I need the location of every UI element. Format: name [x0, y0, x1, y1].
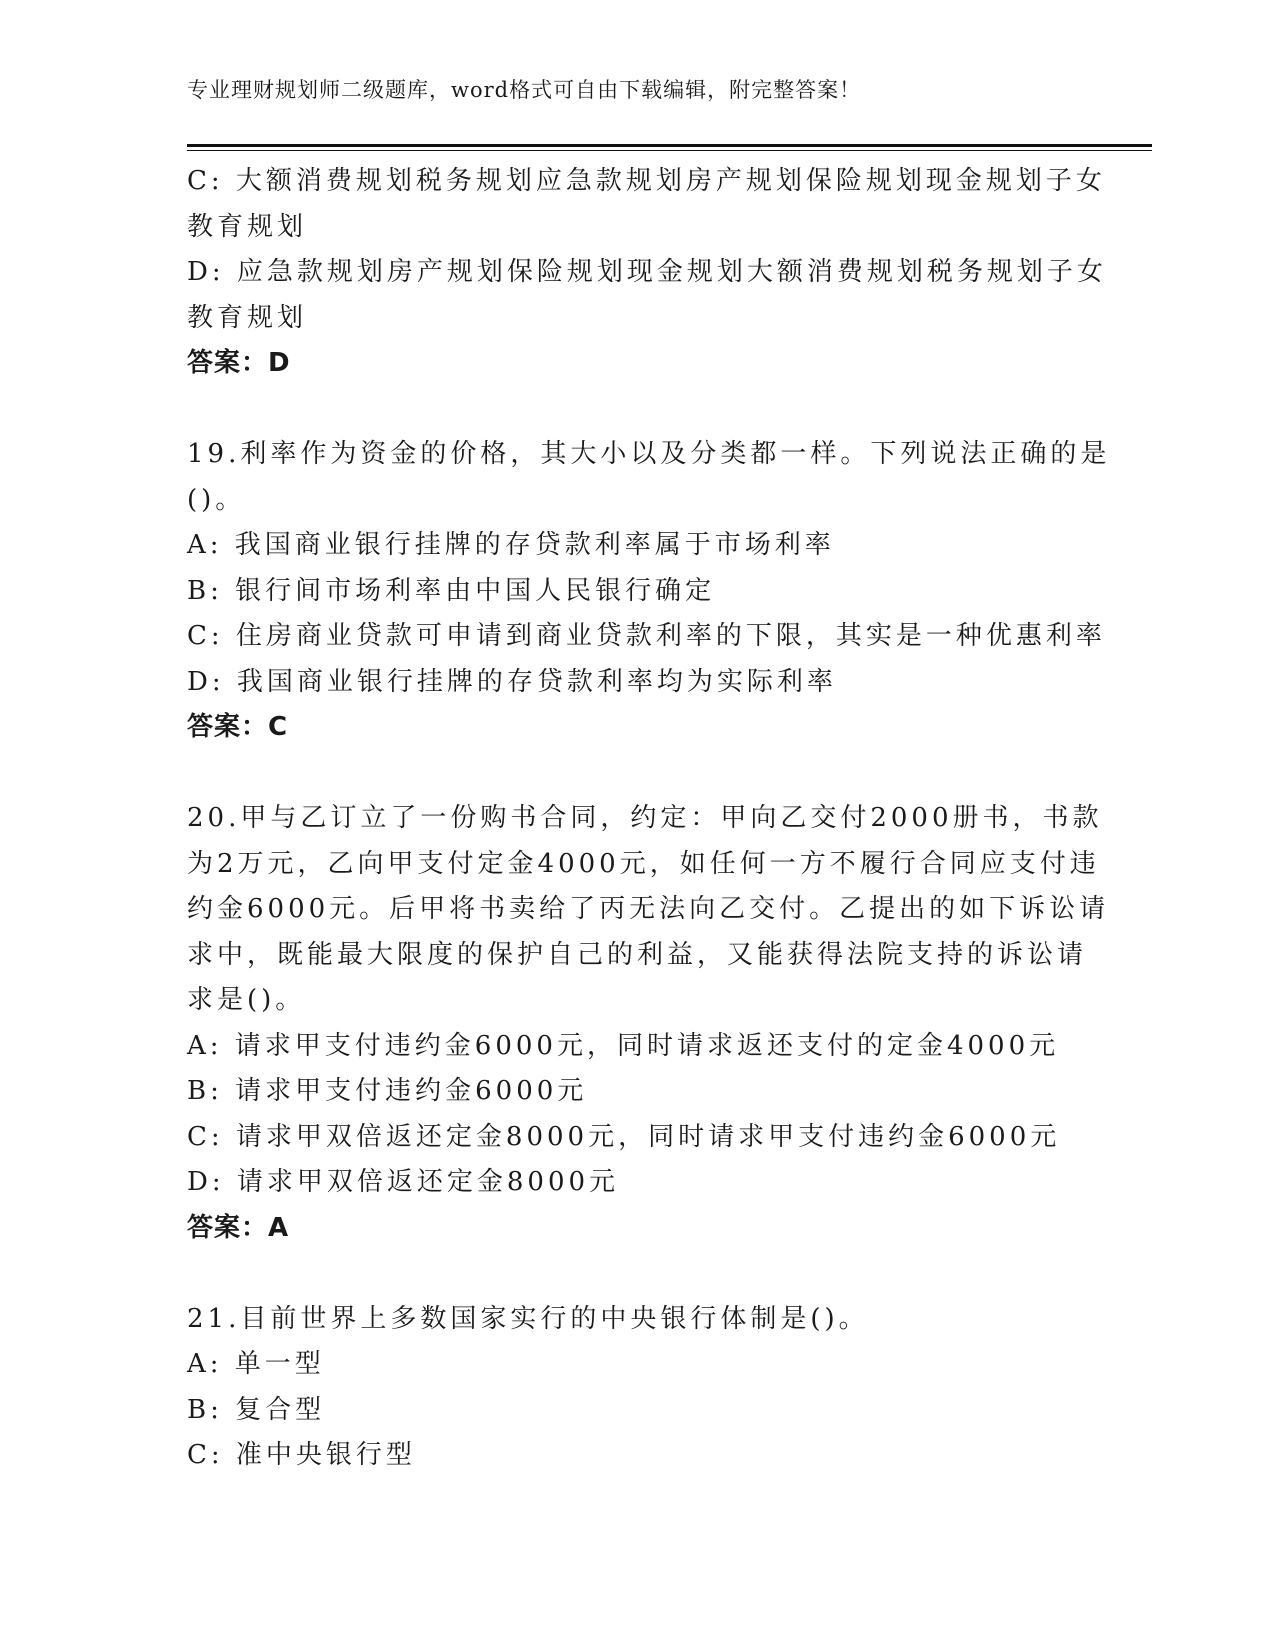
- question-stem: [187, 432, 1111, 523]
- text-line: D: 应急款规划房产规划保险规划现金规划大额消费规划税务规划子女: [187, 257, 1107, 287]
- text-line: 为2万元，乙向甲支付定金4000元，如任何一方不履行合同应支付违: [187, 848, 1100, 879]
- text-line: 21.目前世界上多数国家实行的中央银行体制是()。: [187, 1303, 869, 1334]
- header-rule-thin: [187, 150, 1152, 151]
- answer-option: [187, 159, 1106, 250]
- text-line: 20.甲与乙订立了一份购书合同，约定：甲向乙交付2000册书，书款: [187, 803, 1103, 833]
- text-line: 答案：D: [187, 348, 291, 378]
- text-line: C: 准中央银行型: [187, 1440, 416, 1470]
- text-line: B: 复合型: [187, 1394, 326, 1425]
- text-line: 求中，既能最大限度的保护自己的利益，又能获得法院支持的诉讼请: [187, 939, 1088, 970]
- block-spacer: [187, 751, 1087, 797]
- answer-option: [187, 1160, 1087, 1206]
- text-line: 答案：C: [187, 712, 289, 742]
- answer-option: [187, 250, 1107, 341]
- text-line: C: 请求甲双倍返还定金8000元，同时请求甲支付违约金6000元: [187, 1121, 1061, 1152]
- text-line: 约金6000元。后甲将书卖给了丙无法向乙交付。乙提出的如下诉讼请: [187, 894, 1110, 924]
- text-line: B: 银行间市场利率由中国人民银行确定: [187, 575, 716, 606]
- question-stem: [187, 1297, 1087, 1343]
- text-line: D: 请求甲双倍返还定金8000元: [187, 1167, 620, 1197]
- text-line: 19.利率作为资金的价格，其大小以及分类都一样。下列说法正确的是: [187, 439, 1111, 469]
- answer-option: [187, 1388, 1087, 1434]
- answer-option: [187, 1433, 1087, 1479]
- answer-line: [187, 705, 1087, 751]
- answer-line: [187, 1206, 1087, 1252]
- text-line: 教育规划: [187, 302, 308, 333]
- answer-option: [187, 1342, 1087, 1388]
- text-line: D: 我国商业银行挂牌的存贷款利率均为实际利率: [187, 666, 837, 697]
- document-body: [187, 159, 1111, 1479]
- text-line: A: 请求甲支付违约金6000元，同时请求返还支付的定金4000元: [187, 1030, 1060, 1061]
- text-line: C: 住房商业贷款可申请到商业贷款利率的下限，其实是一种优惠利率: [187, 621, 1106, 651]
- text-line: A: 我国商业银行挂牌的存贷款利率属于市场利率: [187, 530, 835, 560]
- answer-option: [187, 1024, 1087, 1070]
- text-line: B: 请求甲支付违约金6000元: [187, 1076, 588, 1106]
- text-line: C: 大额消费规划税务规划应急款规划房产规划保险规划现金规划子女: [187, 166, 1106, 196]
- question-stem: [187, 796, 1110, 1024]
- answer-option: [187, 1069, 1087, 1115]
- answer-option: [187, 660, 1087, 706]
- answer-option: [187, 1115, 1087, 1161]
- block-spacer: [187, 387, 1087, 433]
- text-line: 答案：A: [187, 1212, 290, 1243]
- text-line: 教育规划: [187, 211, 308, 242]
- answer-option: [187, 569, 1087, 615]
- header-rule-thick: [187, 144, 1152, 147]
- answer-option: [187, 614, 1106, 660]
- text-line: A: 单一型: [187, 1349, 325, 1379]
- page-header: 专业理财规划师二级题库，word格式可自由下载编辑，附完整答案！: [187, 78, 862, 102]
- text-line: 求是()。: [187, 985, 306, 1015]
- answer-option: [187, 523, 1087, 569]
- text-line: ()。: [187, 484, 246, 515]
- block-spacer: [187, 1251, 1087, 1297]
- answer-line: [187, 341, 1087, 387]
